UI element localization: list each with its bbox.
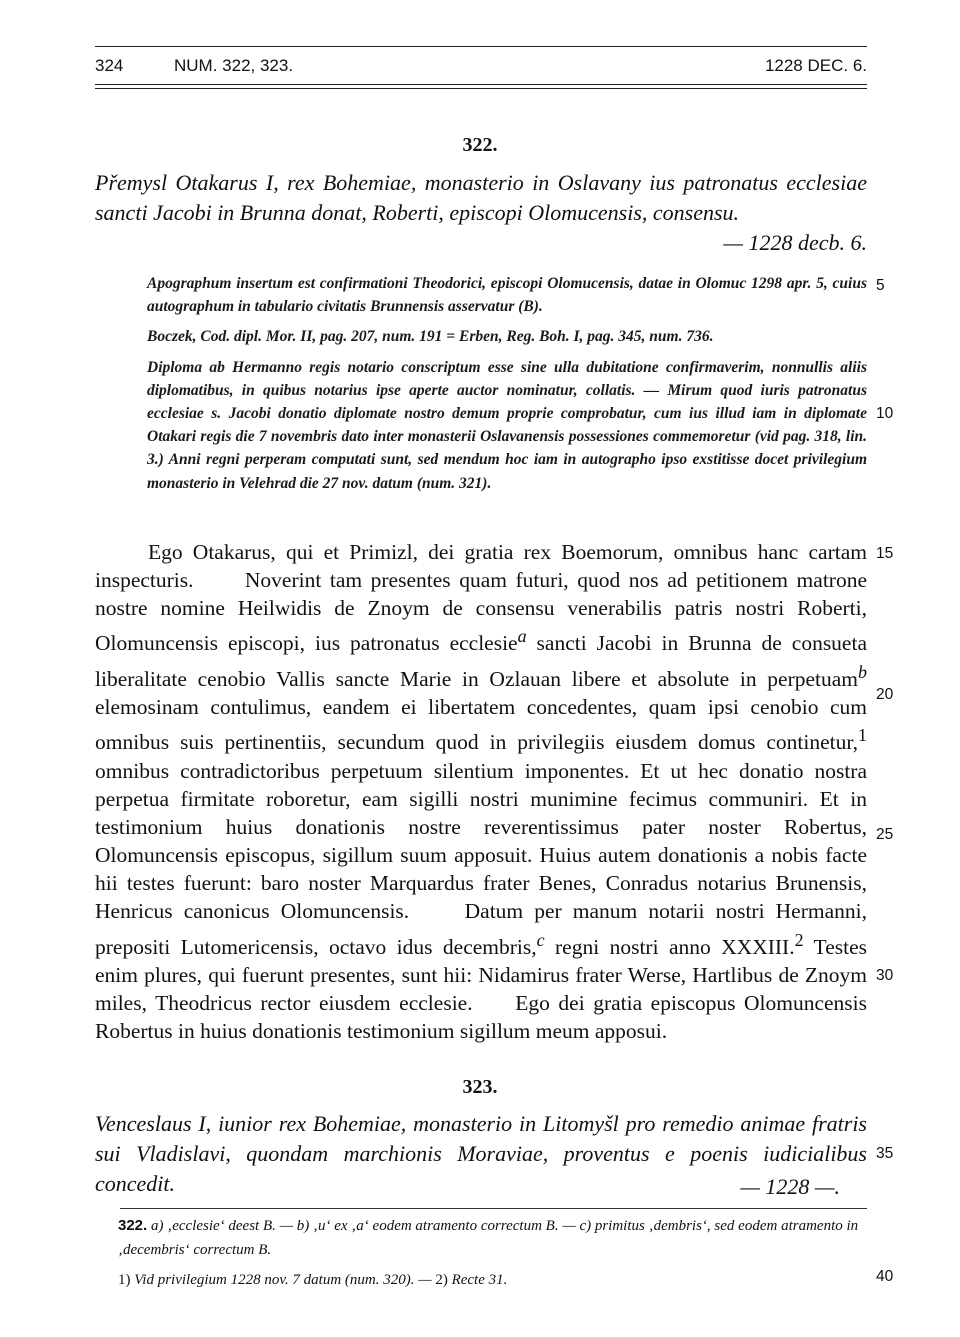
line-number: 5 (876, 277, 885, 294)
page-number: 324 (95, 56, 124, 75)
text-part: Noverint tam presentes quam futuri, quod nos ad petitionem matrone nostre nomine Heilwidis de Znoym de consensu venerabilis patris nostri Roberti, Olomuncensis episcopi, ius patronatus ecclesie (95, 568, 868, 656)
doc-323-regest-date: — 1228 —. (740, 1174, 840, 1199)
footnote-c: primitus ‚dembris‘, sed eodem atramento in ‚decembris‘ correctum B. (118, 1218, 859, 1258)
footnote-sig-b: b) (296, 1218, 310, 1234)
datum-clause: Datum per manum notarii nostri Hermanni, prepositi Lutomericensis, octavo idus decembris, (95, 899, 868, 959)
footnote-mark-a: a (517, 626, 527, 647)
regnal-year: XXXIII. (721, 934, 795, 959)
header-rule-top (95, 46, 867, 47)
running-doc-numbers: NUM. 322, 323. (174, 56, 294, 75)
doc-323-number: 323. (462, 1076, 498, 1098)
footnote-2: Recte 31. (451, 1272, 508, 1288)
running-date: 1228 DEC. 6. (764, 56, 867, 75)
line-number: 10 (876, 405, 894, 422)
doc-322-number: 322. (462, 134, 498, 156)
line-number: 35 (876, 1145, 894, 1162)
footnote-mark-2: 2 (794, 929, 804, 950)
text-part: Testes enim plures, qui fuerunt presentes, sunt hii: Nidamirus frater Werse, Hartlibus de Znoym miles, Theodricus rector eiusdem ecclesie. (95, 934, 867, 1015)
doc-322-regest-date: — 1228 decb. 6. (723, 230, 867, 255)
intitulatio: Ego Otakarus, qui et Primizl, dei gratia rex Boemorum, omnibus hanc cartam inspecturis. (95, 540, 867, 593)
header-rule-bottom (95, 84, 867, 85)
corroboratio-episcopi: Ego dei gratia episcopus Olomuncensis Robertus in huius donationis testimonium sigillum meum apposui. (95, 990, 868, 1044)
commentary-note: Diploma ab Hermanno regis notario conscriptum esse sine ulla dubitatione confirmaverim, nonnullis aliis diplomatibus, in quibus notarius ipse aperte auctor nominatur, collatis. — Mirum quod iuris patronatus ecclesiae s. Jacobi donatio diplomate nostro demum proprie comprobatur, cum ius illud iam in diplomate Otakari regis die 7 novembris dato inter monasterii Oslavanensis possessiones commemoretur (vid pag. 318, lin. 3.) Anni regni perperam computati sunt, sed mendum hoc iam in autographo ipso exstitisse docet privilegium monasterio in Velehrad die 27 nov. datum (num. 321). (147, 358, 867, 492)
editions-note: Boczek, Cod. dipl. Mor. II, pag. 207, num. 191 = Erben, Reg. Boh. I, pag. 345, num. 736. (147, 328, 714, 346)
doc-322-regest (95, 168, 867, 258)
variant-footnotes (118, 1214, 870, 1262)
line-number: 15 (876, 545, 894, 562)
doc-323-regest-text: Venceslaus I, iunior rex Bohemiae, monasterio in Litomyšl pro remedio animae fratris sui Vladislavi, quondam marchionis Moraviae, proventus e poenis iudicialibus concedit. (95, 1111, 867, 1196)
footnote-sig-1: 1) (118, 1272, 131, 1288)
line-number: 30 (876, 967, 894, 984)
doc-322-regest-text: Přemysl Otakarus I, rex Bohemiae, monasterio in Oslavany ius patronatus ecclesiae sancti Jacobi in Brunna donat, Roberti, episcopi Olomucensis, consensu. (95, 170, 867, 225)
footnote-1: Vid privilegium 1228 nov. 7 datum (num. 320). — (134, 1272, 432, 1288)
text-part: sancti Jacobi in Brunna de consueta liberalitate cenobio Vallis sancte Marie in Ozlauan libere et absolute in perpetuam (95, 631, 867, 691)
line-number: 20 (876, 686, 894, 703)
doc-322-text (95, 538, 867, 1045)
commentary-footnotes (118, 1268, 870, 1292)
doc-322-notes (147, 272, 867, 495)
footnote-sig-c: c) (579, 1218, 592, 1234)
footnote-mark-c: c (536, 929, 545, 950)
footnote-sig-a: a) (150, 1218, 164, 1234)
footnote-b: ‚u‘ ex ‚a‘ eodem atramento correctum B. — (312, 1218, 576, 1234)
footnote-label: 322. (118, 1217, 148, 1234)
line-number: 40 (876, 1268, 894, 1285)
text-part: regni nostri anno (544, 934, 722, 959)
footnote-mark-b: b (858, 661, 867, 682)
footnote-a: ‚ecclesie‘ deest B. — (167, 1218, 293, 1234)
header-rule-bottom-thin (95, 88, 867, 89)
text-part: elemosinam contulimus, eandem ei libertatem concedentes, quam ipsi cenobio cum omnibus suis pertinentiis, secundum quod in privilegiis eiusdem domus continetur, (95, 695, 867, 755)
footnote-sig-2: 2) (435, 1272, 448, 1288)
text-part: omnibus contradictoribus perpetuum silentium imponentes. Et ut hec donatio nostra perpetua firmitate roboretur, eam sigilli nostri munimine fecimus communiri. Et in testimonium huius donationis nostre reverentissimus pater noster Robertus, Olomuncensis episcopus, sigillum suum apposuit. Huius autem donationis a nobis facte hii testes fuerunt: baro noster Marquardus frater Benes, Conradus notarius Brunensis, Henricus canonicus Olomuncensis. (95, 758, 867, 924)
footnote-mark-1: 1 (858, 725, 867, 746)
charter-text (95, 538, 867, 1045)
line-number: 25 (876, 826, 894, 843)
footnote-rule (120, 1208, 867, 1209)
source-note: Apographum insertum est confirmationi Theodorici, episcopi Olomucensis, datae in Olomuc 1298 apr. 5, cuius autographum in tabulario civitatis Brunnensis asservatur (B). (147, 275, 867, 316)
